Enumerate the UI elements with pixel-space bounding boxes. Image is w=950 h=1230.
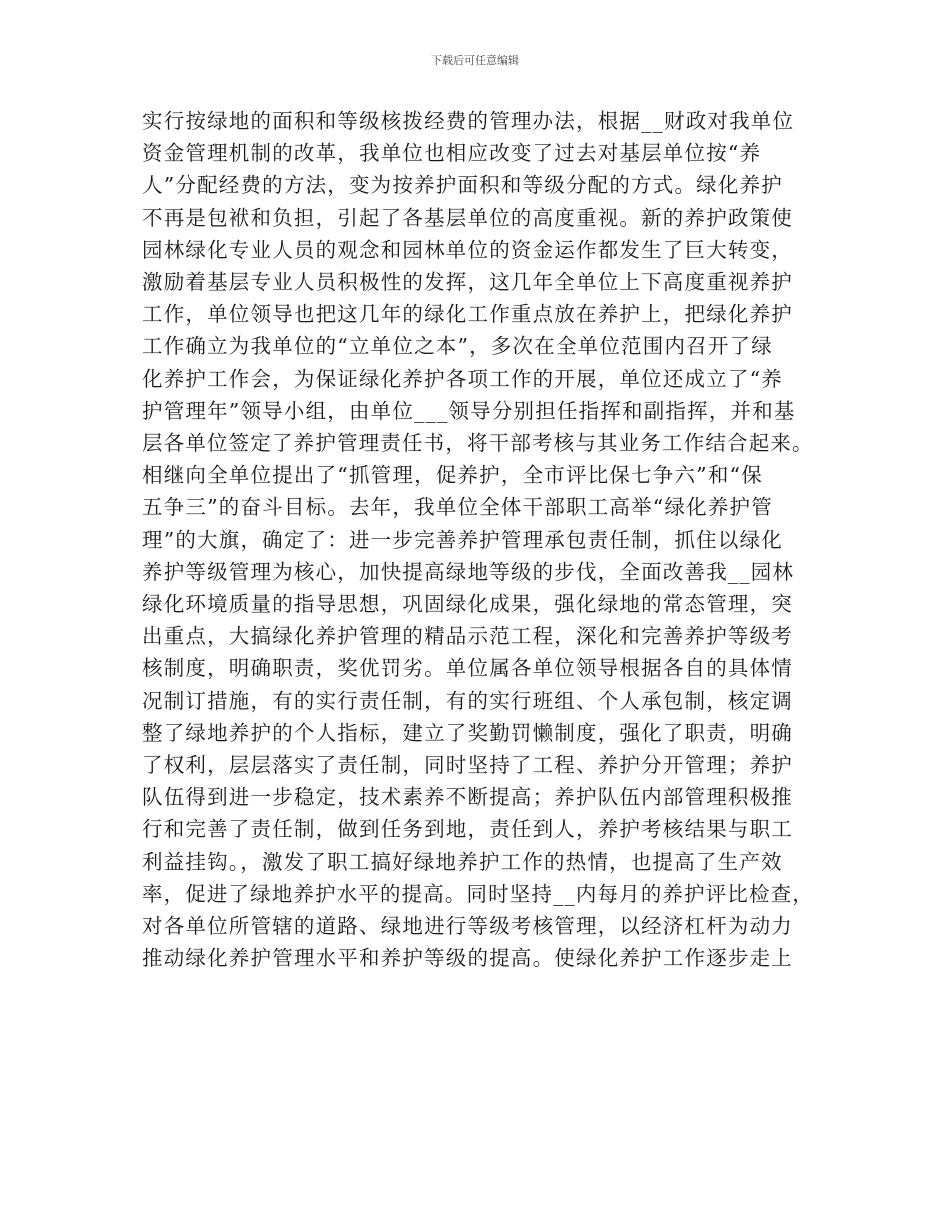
body-text <box>142 105 812 974</box>
text-line: 资金管理机制的改革，我单位也相应改变了过去对基层单位按“养 <box>142 141 762 166</box>
text-line: 况制订措施，有的实行责任制，有的实行班组、个人承包制，核定调 <box>142 688 793 713</box>
text-line: 率，促进了绿地养护水平的提高。同时坚持__内每月的养护评比检查， <box>142 881 814 906</box>
text-line: 相继向全单位提出了“抓管理，促养护，全市评比保七争六”和“保 <box>142 463 763 488</box>
text-line: 了权利，层层落实了责任制，同时坚持了工程、养护分开管理；养护 <box>142 753 793 778</box>
text-line: 五争三”的奋斗目标。去年，我单位全体干部职工高举“绿化养护管 <box>142 495 773 520</box>
text-line: 整了绿地养护的个人指标，建立了奖勤罚懒制度，强化了职责，明确 <box>142 720 793 745</box>
text-line: 利益挂钩。，激发了职工搞好绿地养护工作的热情，也提高了生产效 <box>142 849 783 874</box>
text-line: 队伍得到进一步稳定，技术素养不断提高；养护队伍内部管理积极推 <box>142 785 793 810</box>
text-line: 理”的大旗，确定了：进一步完善养护管理承包责任制，抓住以绿化 <box>142 527 783 552</box>
text-line: 工作，单位领导也把这几年的绿化工作重点放在养护上，把绿化养护 <box>142 302 793 327</box>
text-line: 护管理年”领导小组，由单位___领导分别担任指挥和副指挥，并和基 <box>142 398 796 423</box>
text-line: 激励着基层专业人员积极性的发挥，这几年全单位上下高度重视养护 <box>142 270 793 295</box>
text-line: 层各单位签定了养护管理责任书，将干部考核与其业务工作结合起来。 <box>142 431 814 456</box>
text-line: 养护等级管理为核心，加快提高绿地等级的步伐，全面改善我__园林 <box>142 559 795 584</box>
text-line: 实行按绿地的面积和等级核拨经费的管理办法，根据__财政对我单位 <box>142 109 795 133</box>
text-line: 行和完善了责任制，做到任务到地，责任到人，养护考核结果与职工 <box>142 817 793 842</box>
text-line: 绿化环境质量的指导思想，巩固绿化成果，强化绿地的常态管理，突 <box>142 592 793 617</box>
page-header: 下载后可任意编辑 <box>431 54 519 67</box>
text-line: 不再是包袱和负担，引起了各基层单位的高度重视。新的养护政策使 <box>142 205 793 230</box>
text-line: 工作确立为我单位的“立单位之本”，多次在全单位范围内召开了绿 <box>142 334 773 359</box>
text-line: 核制度，明确职责，奖优罚劣。单位属各单位领导根据各自的具体情 <box>142 656 793 681</box>
text-line: 园林绿化专业人员的观念和园林单位的资金运作都发生了巨大转变， <box>142 237 793 262</box>
text-line: 出重点，大搞绿化养护管理的精品示范工程，深化和完善养护等级考 <box>142 624 793 649</box>
text-line: 人”分配经费的方法，变为按养护面积和等级分配的方式。绿化养护 <box>142 173 783 198</box>
text-line: 推动绿化养护管理水平和养护等级的提高。使绿化养护工作逐步走上 <box>142 946 793 971</box>
text-line: 对各单位所管辖的道路、绿地进行等级考核管理，以经济杠杆为动力 <box>142 914 793 939</box>
text-line: 化养护工作会，为保证绿化养护各项工作的开展，单位还成立了“养 <box>142 366 783 391</box>
